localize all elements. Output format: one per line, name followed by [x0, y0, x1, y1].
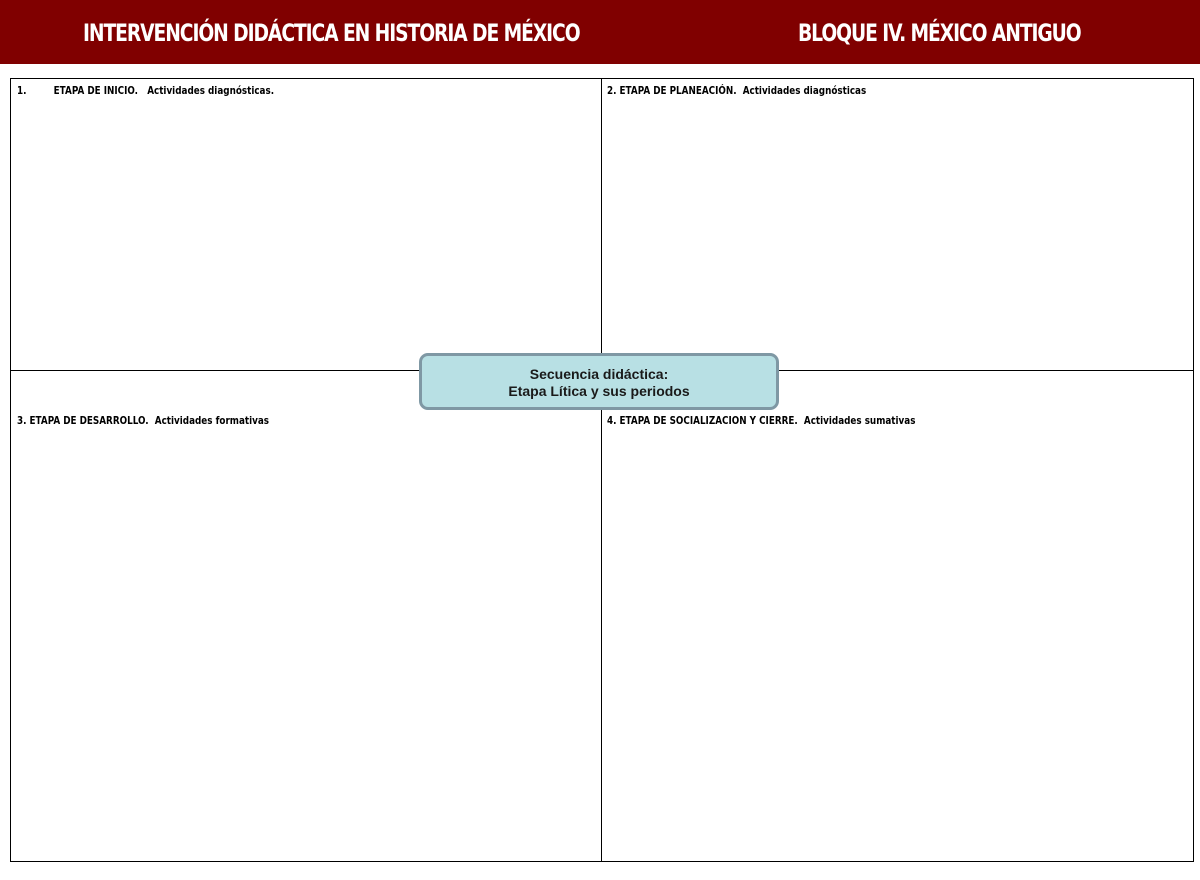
sequence-heading: Secuencia didáctica:: [529, 366, 669, 382]
stage-2-label: [607, 84, 866, 98]
sequence-topic: Etapa Lítica y sus periodos: [508, 383, 690, 399]
stages-grid: [10, 78, 1194, 862]
stage-title: ETAPA DE SOCIALIZACION Y CIERRE.: [619, 414, 798, 427]
stage-title: ETAPA DE PLANEACIÓN.: [619, 84, 737, 97]
stage-subtitle: Actividades diagnósticas.: [147, 84, 275, 97]
stage-4-label: [607, 414, 915, 428]
document-title: INTERVENCIÓN DIDÁCTICA EN HISTORIA DE MÉXICO: [83, 19, 580, 47]
stage-number: 3.: [17, 414, 27, 427]
stage-number: 2.: [607, 84, 617, 97]
stage-number: 4.: [607, 414, 617, 427]
stage-title: ETAPA DE INICIO.: [53, 84, 138, 97]
stage-title: ETAPA DE DESARROLLO.: [29, 414, 149, 427]
stage-subtitle: Actividades diagnósticas: [742, 84, 867, 97]
stage-subtitle: Actividades sumativas: [803, 414, 916, 427]
didactic-sequence-box: [419, 353, 779, 410]
grid-vertical-divider: [601, 79, 602, 861]
stage-subtitle: Actividades formativas: [154, 414, 270, 427]
stage-number: 1.: [17, 84, 27, 97]
stage-1-label: [17, 84, 274, 98]
stage-3-label: [17, 414, 269, 428]
block-title: BLOQUE IV. MÉXICO ANTIGUO: [798, 19, 1081, 47]
header-banner: [0, 0, 1200, 64]
